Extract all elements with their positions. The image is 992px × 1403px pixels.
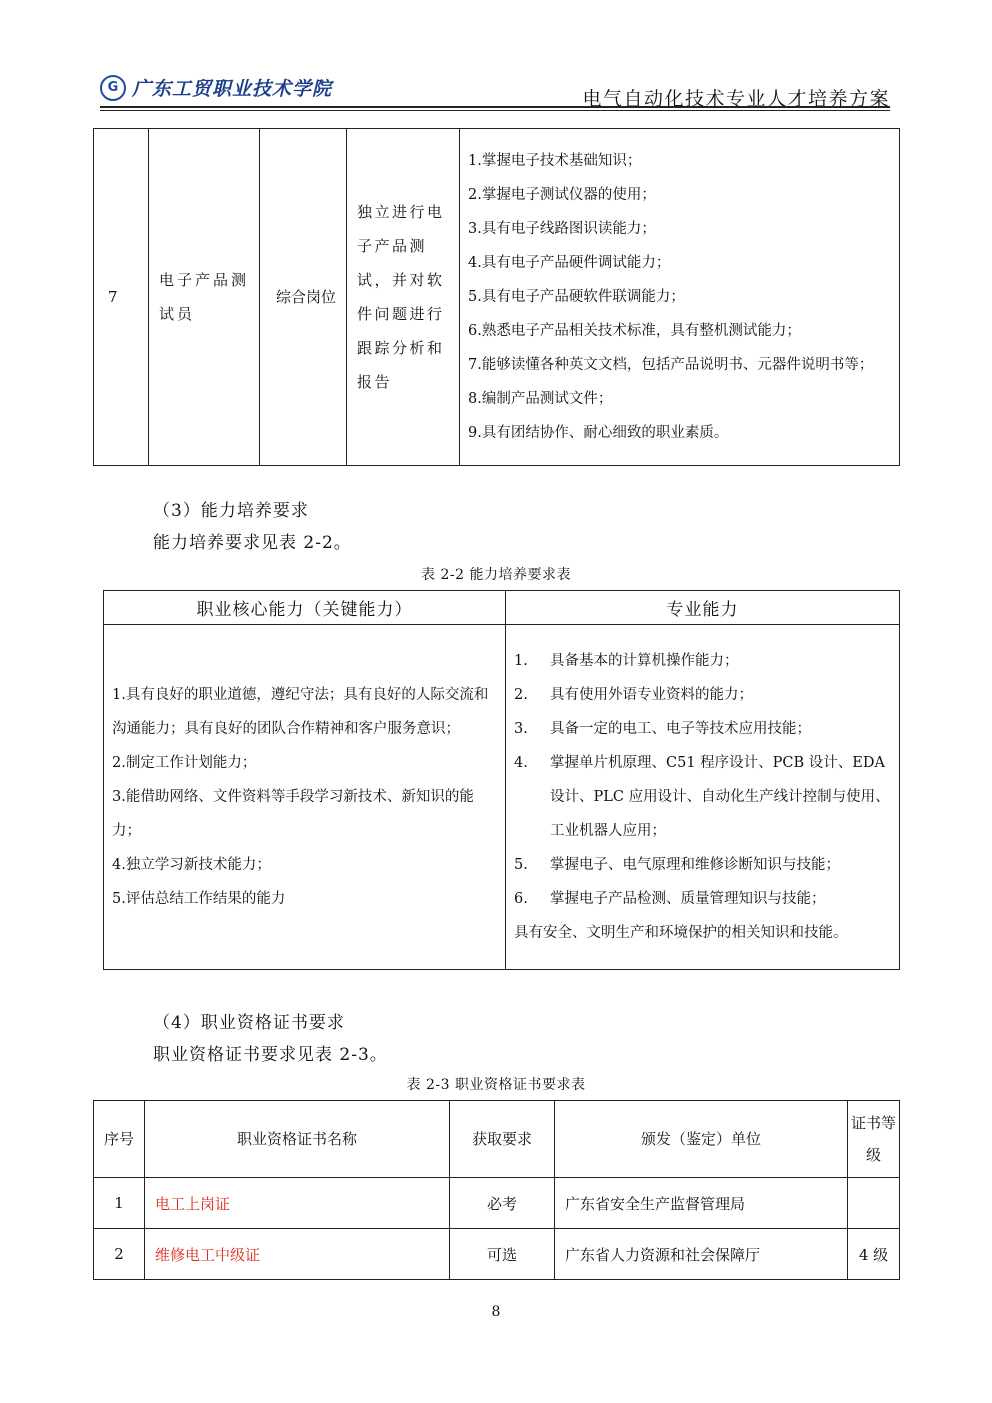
page-number: 8 bbox=[491, 1304, 501, 1320]
list-text: 具备一定的电工、电子等技术应用技能； bbox=[550, 721, 811, 737]
list-number: 1. bbox=[514, 653, 528, 669]
header-level: 证书等级 bbox=[848, 1101, 900, 1178]
ability-table bbox=[103, 590, 900, 970]
list-number: 2. bbox=[514, 687, 528, 703]
requirement-item: 5.具有电子产品硬软件联调能力； bbox=[468, 289, 685, 305]
cert-number: 2 bbox=[94, 1229, 145, 1280]
header-divider-thin bbox=[100, 110, 890, 111]
cert-requirement: 可选 bbox=[450, 1229, 555, 1280]
header-divider bbox=[100, 106, 890, 108]
job-title: 电子产品测试员 bbox=[149, 129, 260, 466]
requirement-item: 2.掌握电子测试仪器的使用； bbox=[468, 187, 656, 203]
list-number: 5. bbox=[514, 857, 528, 873]
section3-heading: （3）能力培养要求 bbox=[153, 501, 309, 521]
list-item: 1.具有良好的职业道德，遵纪守法；具有良好的人际交流和沟通能力；具有良好的团队合作精神和客户服务意识； bbox=[112, 687, 489, 737]
cert-name: 电工上岗证 bbox=[145, 1178, 450, 1229]
requirement-item: 9.具有团结协作、耐心细致的职业素质。 bbox=[468, 425, 729, 441]
list-text: 具有使用外语专业资料的能力； bbox=[550, 687, 753, 703]
section4-heading: （4）职业资格证书要求 bbox=[153, 1013, 345, 1033]
ability-table-caption: 表 2-2 能力培养要求表 bbox=[421, 567, 571, 583]
list-text: 掌握电子产品检测、质量管理知识与技能； bbox=[550, 891, 826, 907]
header-requirement: 获取要求 bbox=[450, 1101, 555, 1178]
cert-name: 维修电工中级证 bbox=[145, 1229, 450, 1280]
certificate-table bbox=[93, 1100, 900, 1280]
requirement-item: 8.编制产品测试文件； bbox=[468, 391, 613, 407]
job-position-table bbox=[93, 128, 900, 466]
header-number: 序号 bbox=[94, 1101, 145, 1178]
document-title: 电气自动化技术专业人才培养方案 bbox=[582, 88, 890, 110]
list-item bbox=[514, 746, 891, 848]
table-row bbox=[94, 1229, 900, 1280]
table-header-row bbox=[104, 591, 900, 625]
list-text: 掌握电子、电气原理和维修诊断知识与技能； bbox=[550, 857, 840, 873]
core-ability-cell bbox=[104, 625, 506, 970]
logo-emblem-icon: G bbox=[100, 75, 126, 101]
list-number: 3. bbox=[514, 721, 528, 737]
list-number: 4. bbox=[514, 755, 528, 771]
cert-level bbox=[848, 1178, 900, 1229]
professional-ability-cell bbox=[506, 625, 900, 970]
list-tail: 具有安全、文明生产和环境保护的相关知识和技能。 bbox=[514, 925, 848, 941]
list-item bbox=[514, 678, 891, 712]
cert-number: 1 bbox=[94, 1178, 145, 1229]
professional-ability-header: 专业能力 bbox=[506, 591, 900, 625]
cert-requirement: 必考 bbox=[450, 1178, 555, 1229]
table-row bbox=[104, 625, 900, 970]
cert-issuer: 广东省安全生产监督管理局 bbox=[555, 1178, 848, 1229]
job-description: 独立进行电子产品测试，并对软件问题进行跟踪分析和报告 bbox=[347, 129, 460, 466]
cert-level: 4 级 bbox=[848, 1229, 900, 1280]
requirement-item: 3.具有电子线路图识读能力； bbox=[468, 221, 656, 237]
requirement-item: 1.掌握电子技术基础知识； bbox=[468, 153, 642, 169]
table-header-row bbox=[94, 1101, 900, 1178]
list-item: 2.制定工作计划能力； bbox=[112, 755, 257, 771]
list-text: 具备基本的计算机操作能力； bbox=[550, 653, 739, 669]
list-number: 6. bbox=[514, 891, 528, 907]
list-item: 5.评估总结工作结果的能力 bbox=[112, 891, 286, 907]
table-row bbox=[94, 129, 900, 466]
cert-issuer: 广东省人力资源和社会保障厅 bbox=[555, 1229, 848, 1280]
list-text: 掌握单片机原理、C51 程序设计、PCB 设计、EDA 设计、PLC 应用设计、自动化生产线计控制与使用、工业机器人应用； bbox=[550, 755, 890, 839]
header-cert-name: 职业资格证书名称 bbox=[145, 1101, 450, 1178]
section3-intro: 能力培养要求见表 2-2。 bbox=[153, 533, 352, 553]
list-item bbox=[514, 712, 891, 746]
school-name: 广东工贸职业技术学院 bbox=[132, 78, 333, 100]
list-item bbox=[514, 882, 891, 916]
header-issuer: 颁发（鉴定）单位 bbox=[555, 1101, 848, 1178]
requirement-item: 6.熟悉电子产品相关技术标准，具有整机测试能力； bbox=[468, 323, 801, 339]
requirement-item: 4.具有电子产品硬件调试能力； bbox=[468, 255, 671, 271]
section4-intro: 职业资格证书要求见表 2-3。 bbox=[153, 1045, 388, 1065]
job-requirements bbox=[460, 129, 900, 466]
table-row bbox=[94, 1178, 900, 1229]
job-number: 7 bbox=[94, 129, 149, 466]
list-item: 4.独立学习新技术能力； bbox=[112, 857, 271, 873]
job-type: 综合岗位 bbox=[260, 129, 347, 466]
requirement-item: 7.能够读懂各种英文文档，包括产品说明书、元器件说明书等； bbox=[468, 357, 874, 373]
list-item: 3.能借助网络、文件资料等手段学习新技术、新知识的能力； bbox=[112, 789, 474, 839]
page-header bbox=[100, 72, 890, 108]
core-ability-header: 职业核心能力（关键能力） bbox=[104, 591, 506, 625]
list-item bbox=[514, 644, 891, 678]
cert-table-caption: 表 2-3 职业资格证书要求表 bbox=[406, 1077, 586, 1093]
school-logo bbox=[100, 74, 332, 101]
list-item bbox=[514, 848, 891, 882]
